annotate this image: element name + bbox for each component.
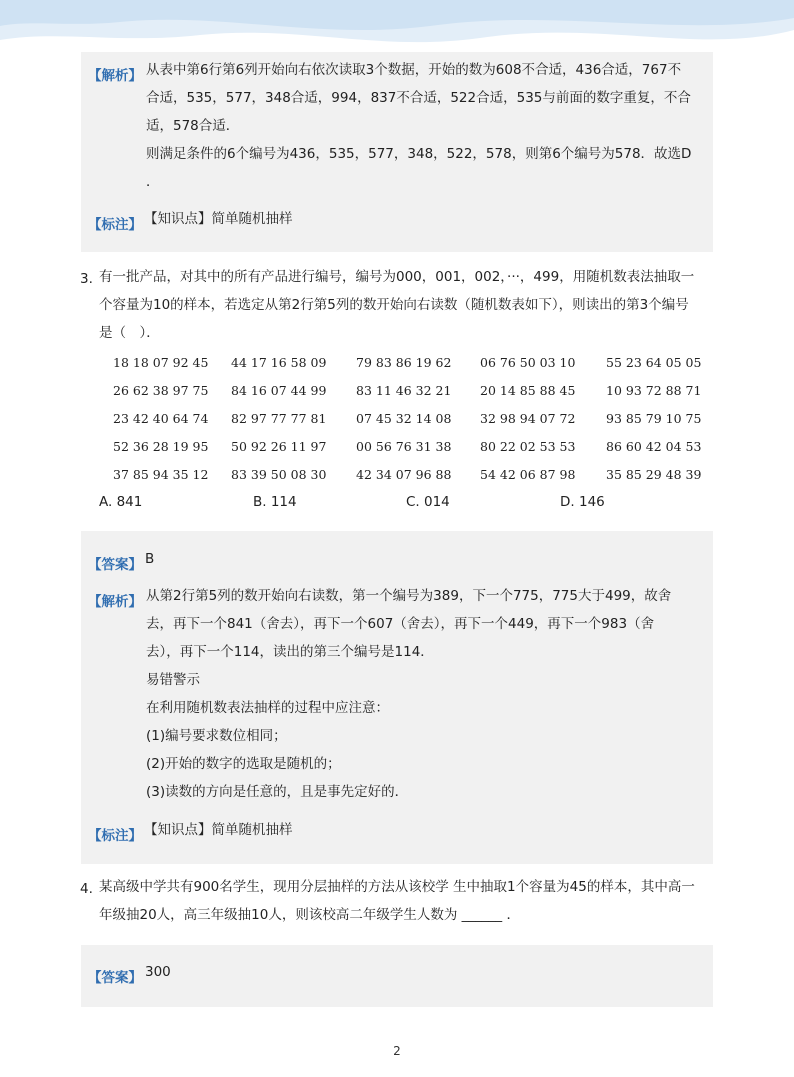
table-cell: 20 14 85 88 45	[480, 383, 576, 398]
question-number: 3.	[80, 271, 93, 287]
table-cell: 06 76 50 03 10	[480, 355, 576, 370]
analysis-line: (3)读数的方向是任意的，且是事先定好的．	[146, 784, 409, 800]
answer-box-q4	[81, 945, 713, 1007]
analysis-line: 去），再下一个114，读出的第三个编号是114．	[146, 644, 434, 660]
table-cell: 00 56 76 31 38	[356, 439, 452, 454]
option-a[interactable]: A. 841	[99, 494, 143, 510]
table-cell: 26 62 38 97 75	[113, 383, 209, 398]
question-line: 某高级中学共有900名学生，现用分层抽样的方法从该校学 生中抽取1个容量为45的样本，其中高一	[99, 879, 695, 895]
table-cell: 86 60 42 04 53	[606, 439, 702, 454]
answer-box-q3	[81, 531, 713, 864]
note-text: 【知识点】简单随机抽样	[144, 211, 293, 227]
page-number: 2	[393, 1044, 401, 1058]
answer-tag: 【答案】	[88, 557, 142, 573]
table-cell: 32 98 94 07 72	[480, 411, 576, 426]
answer-value: 300	[145, 964, 171, 980]
analysis-tag: 【解析】	[88, 594, 142, 610]
analysis-line: 则满足条件的6个编号为436，535，577，348，522，578，则第6个编号为578．故选D	[146, 146, 692, 162]
table-cell: 44 17 16 58 09	[231, 355, 327, 370]
table-cell: 42 34 07 96 88	[356, 467, 452, 482]
table-cell: 52 36 28 19 95	[113, 439, 209, 454]
analysis-line: 从表中第6行第6列开始向右依次读取3个数据，开始的数为608不合适，436合适，767不	[146, 62, 682, 78]
analysis-line: 在利用随机数表法抽样的过程中应注意：	[146, 700, 389, 716]
header-wave-decoration	[0, 0, 794, 60]
option-c[interactable]: C. 014	[406, 494, 450, 510]
analysis-line: 适，578合适．	[146, 118, 240, 134]
table-cell: 23 42 40 64 74	[113, 411, 209, 426]
table-cell: 50 92 26 11 97	[231, 439, 327, 454]
question-number: 4.	[80, 881, 93, 897]
note-tag: 【标注】	[88, 828, 142, 844]
analysis-tag: 【解析】	[88, 68, 142, 84]
option-d[interactable]: D. 146	[560, 494, 605, 510]
analysis-line: 合适，535，577，348合适，994，837不合适，522合适，535与前面的数字重复，不合	[146, 90, 691, 106]
answer-tag: 【答案】	[88, 970, 142, 986]
table-cell: 84 16 07 44 99	[231, 383, 327, 398]
table-cell: 54 42 06 87 98	[480, 467, 576, 482]
note-tag: 【标注】	[88, 217, 142, 233]
analysis-line: 从第2行第5列的数开始向右读数，第一个编号为389，下一个775，775大于499，故舍	[146, 588, 672, 604]
analysis-line: ．	[146, 174, 160, 190]
table-cell: 18 18 07 92 45	[113, 355, 209, 370]
question-line: 是（ ）．	[99, 325, 160, 341]
table-cell: 93 85 79 10 75	[606, 411, 702, 426]
analysis-line: 易错警示	[146, 672, 200, 688]
question-line: 年级抽20人，高三年级抽10人，则该校高二年级学生人数为 ______ ．	[99, 907, 520, 923]
question-line: 个容量为10的样本，若选定从第2行第5列的数开始向右读数（随机数表如下），则读出的第3个编号	[99, 297, 689, 313]
table-cell: 10 93 72 88 71	[606, 383, 702, 398]
table-cell: 83 39 50 08 30	[231, 467, 327, 482]
note-text: 【知识点】简单随机抽样	[144, 822, 293, 838]
table-cell: 79 83 86 19 62	[356, 355, 452, 370]
table-cell: 82 97 77 77 81	[231, 411, 327, 426]
table-cell: 35 85 29 48 39	[606, 467, 702, 482]
table-cell: 80 22 02 53 53	[480, 439, 576, 454]
table-cell: 83 11 46 32 21	[356, 383, 452, 398]
option-b[interactable]: B. 114	[253, 494, 297, 510]
table-cell: 07 45 32 14 08	[356, 411, 452, 426]
table-cell: 37 85 94 35 12	[113, 467, 209, 482]
question-line: 有一批产品，对其中的所有产品进行编号，编号为000，001，002，···，499，用随机数表法抽取一	[99, 269, 695, 285]
analysis-line: 去，再下一个841（舍去），再下一个607（舍去），再下一个449，再下一个983（舍	[146, 616, 655, 632]
analysis-line: (1)编号要求数位相同；	[146, 728, 287, 744]
analysis-line: (2)开始的数字的选取是随机的；	[146, 756, 341, 772]
answer-value: B	[145, 551, 155, 567]
table-cell: 55 23 64 05 05	[606, 355, 702, 370]
